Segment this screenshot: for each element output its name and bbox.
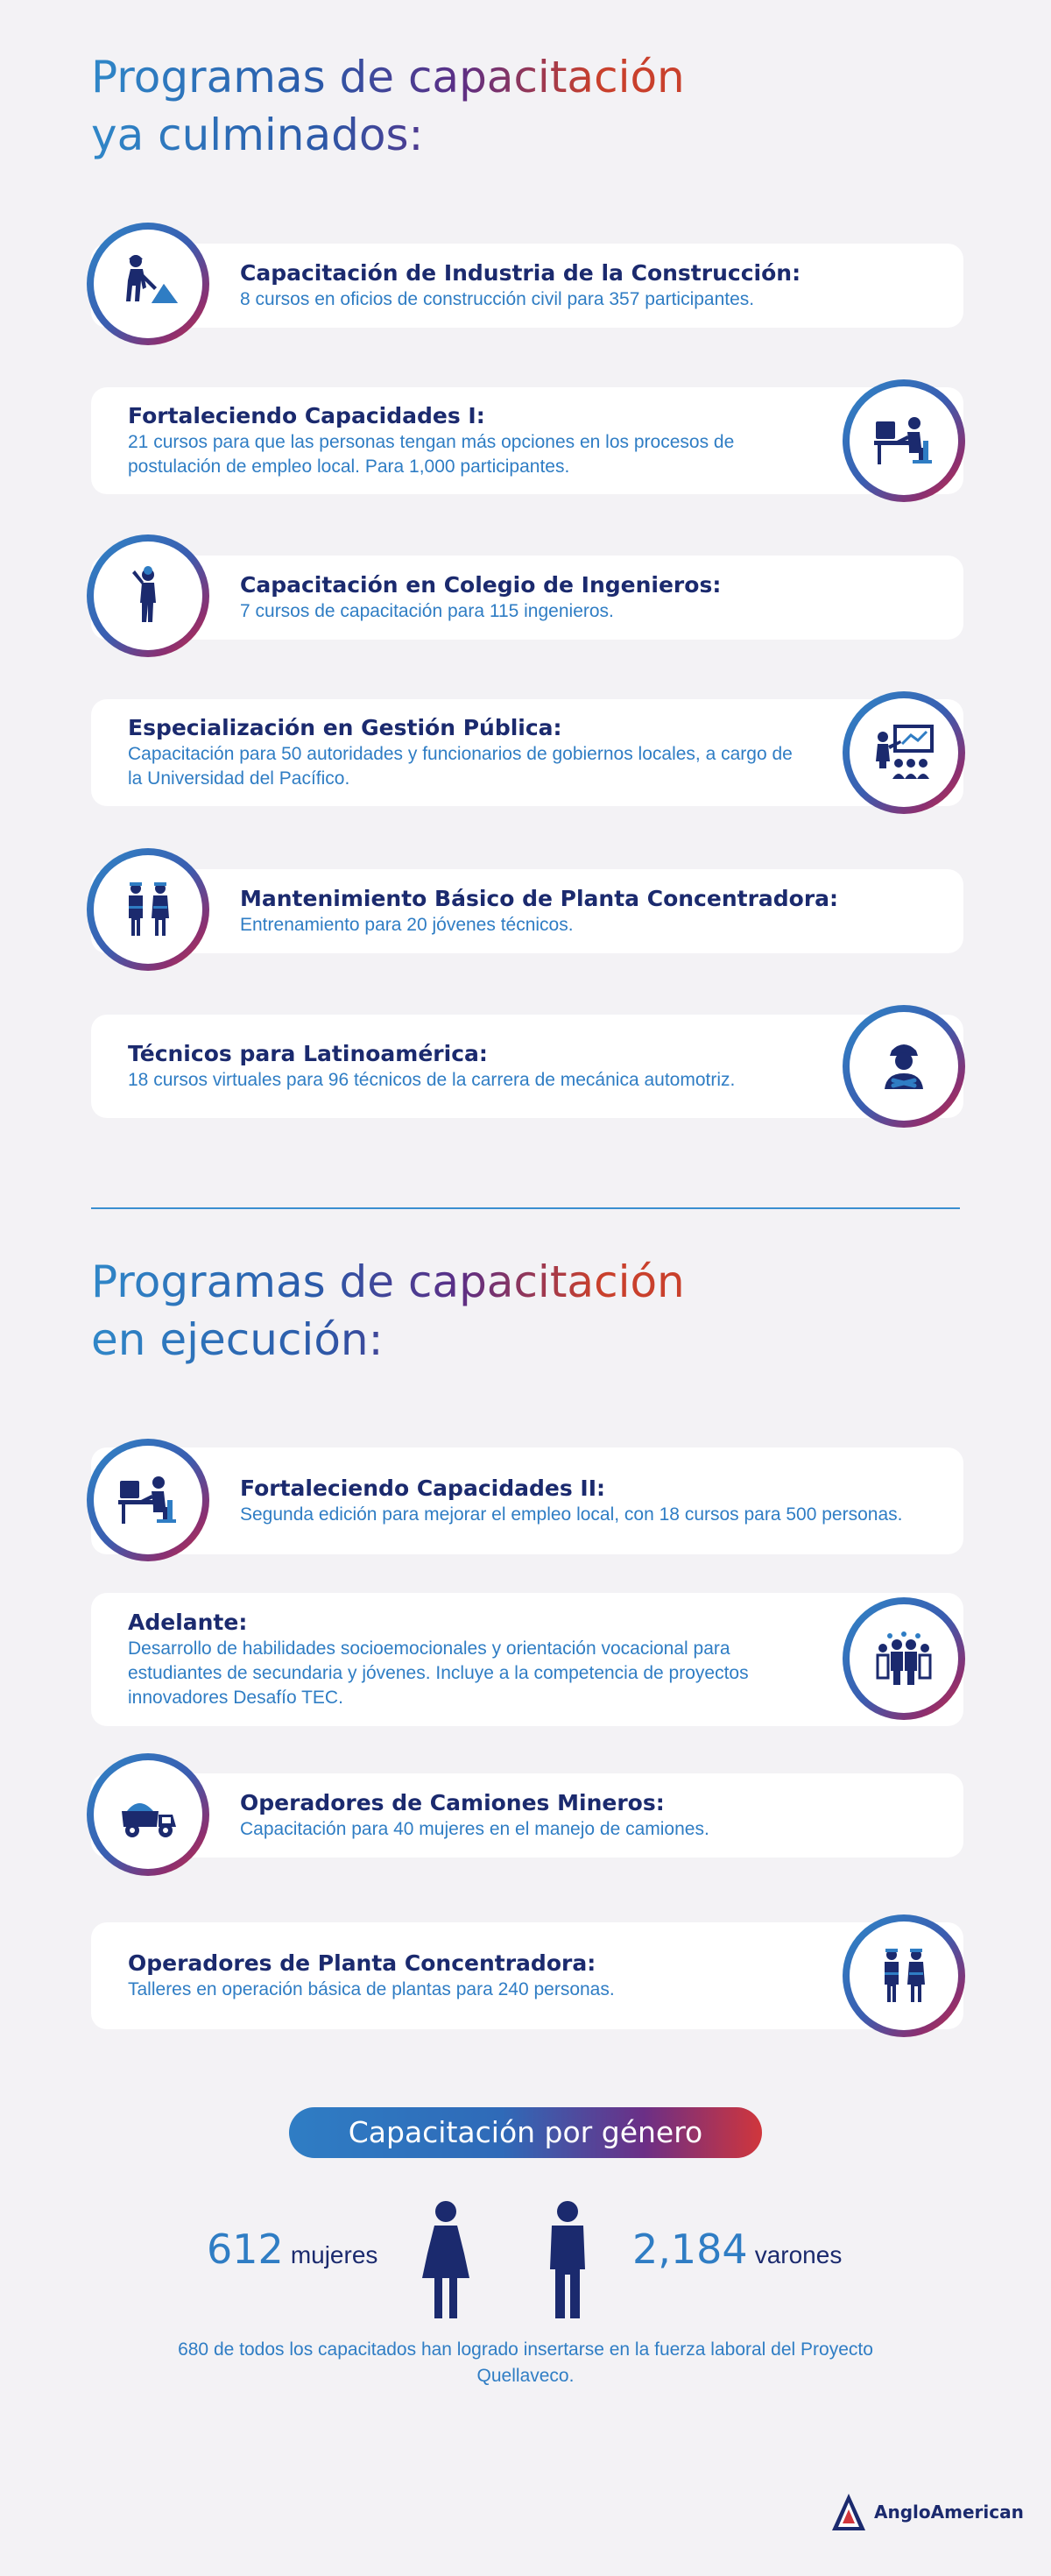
card-title: Mantenimiento Básico de Planta Concentradora: bbox=[240, 886, 839, 911]
mining-truck-icon bbox=[87, 1753, 209, 1876]
ongoing-section-title bbox=[91, 1253, 685, 1369]
card-operadores-camiones bbox=[91, 1773, 963, 1858]
men-label: varones bbox=[754, 2241, 843, 2268]
ongoing-title-line2: en ejecución: bbox=[91, 1314, 384, 1365]
card-title: Capacitación de Industria de la Construcción: bbox=[240, 260, 801, 286]
engineer-icon bbox=[87, 534, 209, 657]
completed-section-title bbox=[91, 48, 685, 164]
group-icon bbox=[843, 1597, 965, 1720]
card-colegio-ingenieros bbox=[91, 556, 963, 640]
card-description: 18 cursos virtuales para 96 técnicos de la carrera de mecánica automotriz. bbox=[128, 1070, 736, 1090]
card-adelante bbox=[91, 1593, 963, 1726]
gender-pill-title: Capacitación por género bbox=[289, 2107, 762, 2158]
ongoing-title-line1: Programas de capacitación bbox=[91, 1256, 685, 1307]
plant-workers-icon bbox=[843, 1914, 965, 2037]
men-number: 2,184 bbox=[632, 2226, 748, 2273]
woman-icon bbox=[415, 2199, 476, 2322]
card-operadores-planta bbox=[91, 1922, 963, 2029]
card-title: Operadores de Camiones Mineros: bbox=[240, 1790, 665, 1815]
completed-title-line1: Programas de capacitación bbox=[91, 52, 685, 103]
completed-title-line2: ya culminados: bbox=[91, 110, 424, 160]
man-icon bbox=[540, 2199, 596, 2322]
anglo-american-logo-icon bbox=[830, 2492, 867, 2532]
card-title: Fortaleciendo Capacidades I: bbox=[128, 403, 485, 428]
construction-worker-icon bbox=[87, 223, 209, 345]
card-fortaleciendo-1 bbox=[91, 387, 963, 494]
card-description: Segunda edición para mejorar el empleo local, con 18 cursos para 500 personas. bbox=[240, 1504, 903, 1525]
mechanic-icon bbox=[843, 1005, 965, 1128]
card-title: Técnicos para Latinoamérica: bbox=[128, 1041, 488, 1066]
card-gestion-publica bbox=[91, 699, 963, 806]
card-title: Especialización en Gestión Pública: bbox=[128, 715, 562, 740]
card-tecnicos-latinoamerica bbox=[91, 1015, 963, 1118]
card-description: Entrenamiento para 20 jóvenes técnicos. bbox=[240, 915, 574, 935]
card-title: Fortaleciendo Capacidades II: bbox=[240, 1476, 606, 1501]
brand-name: AngloAmerican bbox=[874, 2502, 1024, 2523]
card-description: 8 cursos en oficios de construcción civil para 357 participantes. bbox=[240, 289, 755, 309]
card-description: Desarrollo de habilidades socioemocionales y orientación vocacional para estudiantes de secundaria y jóvenes. Incluye a la competencia de proyectos innovadores Desafío TEC. bbox=[128, 1638, 749, 1708]
desk-worker-icon bbox=[843, 379, 965, 502]
card-mantenimiento-planta bbox=[91, 869, 963, 953]
card-description: 7 cursos de capacitación para 115 ingenieros. bbox=[240, 601, 614, 621]
anglo-american-logo bbox=[830, 2490, 1024, 2534]
card-description: Capacitación para 50 autoridades y funcionarios de gobiernos locales, a cargo de la Universidad del Pacífico. bbox=[128, 744, 793, 789]
section-divider bbox=[91, 1207, 960, 1209]
card-title: Capacitación en Colegio de Ingenieros: bbox=[240, 572, 722, 598]
men-stat bbox=[632, 2226, 842, 2287]
card-title: Operadores de Planta Concentradora: bbox=[128, 1950, 596, 1976]
women-stat bbox=[207, 2226, 377, 2287]
women-label: mujeres bbox=[290, 2241, 378, 2268]
presentation-icon bbox=[843, 691, 965, 814]
card-description: 21 cursos para que las personas tengan más opciones en los procesos de postulación de empleo local. Para 1,000 participantes. bbox=[128, 432, 735, 477]
card-description: Talleres en operación básica de plantas para 240 personas. bbox=[128, 1979, 615, 1999]
women-number: 612 bbox=[207, 2226, 284, 2273]
card-fortaleciendo-2 bbox=[91, 1447, 963, 1554]
footnote: 680 de todos los capacitados han logrado insertarse en la fuerza laboral del Proyecto Quellaveco. bbox=[178, 2339, 873, 2386]
plant-workers-icon bbox=[87, 848, 209, 971]
desk-worker-icon bbox=[87, 1439, 209, 1561]
card-title: Adelante: bbox=[128, 1610, 248, 1635]
card-description: Capacitación para 40 mujeres en el manejo de camiones. bbox=[240, 1819, 709, 1839]
card-construccion bbox=[91, 244, 963, 328]
